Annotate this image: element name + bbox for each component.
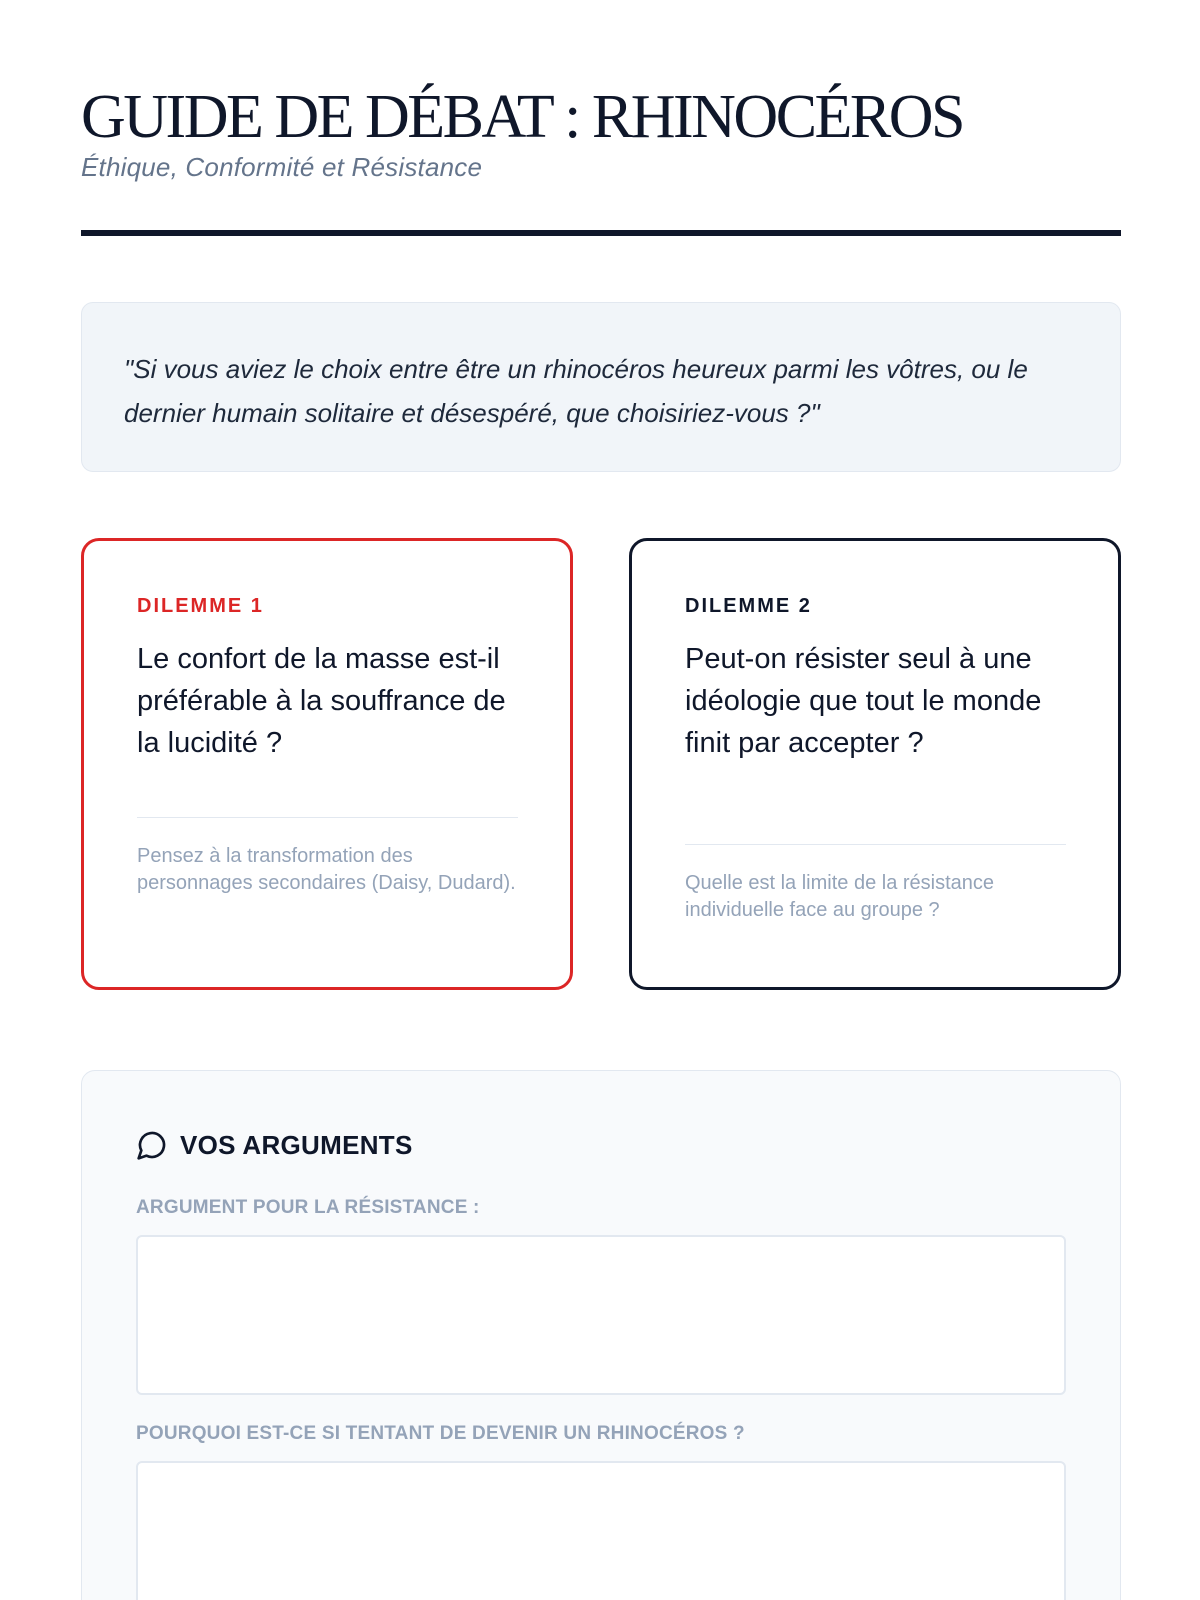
resistance-argument-label: ARGUMENT POUR LA RÉSISTANCE : xyxy=(136,1197,480,1218)
page-title: GUIDE DE DÉBAT : RHINOCÉROS xyxy=(81,83,964,151)
resistance-argument-input[interactable] xyxy=(136,1235,1066,1395)
dilemma-label: DILEMME 1 xyxy=(137,595,264,617)
debate-guide-page xyxy=(81,0,1121,1600)
speech-bubble-icon xyxy=(136,1129,168,1161)
dilemma-hint: Quelle est la limite de la résistance individuelle face au groupe ? xyxy=(685,872,995,921)
arguments-title: VOS ARGUMENTS xyxy=(180,1129,413,1160)
arguments-header xyxy=(136,1125,1067,1165)
card-divider xyxy=(137,817,518,818)
dilemma-label: DILEMME 2 xyxy=(685,595,812,617)
dilemma-card-2 xyxy=(629,538,1121,990)
page-header xyxy=(81,0,1121,236)
temptation-argument-label: POURQUOI EST-CE SI TENTANT DE DEVENIR UN RHINOCÉROS ? xyxy=(136,1423,745,1444)
quote-box xyxy=(81,302,1121,472)
quote-text: "Si vous aviez le choix entre être un rhinocéros heureux parmi les vôtres, ou le dernier humain solitaire et désespéré, que choisiriez-vous ?" xyxy=(124,354,1028,428)
dilemma-question: Peut-on résister seul à une idéologie que tout le monde finit par accepter ? xyxy=(685,643,1042,759)
temptation-argument-input[interactable] xyxy=(136,1461,1066,1600)
dilemma-card-1 xyxy=(81,538,573,990)
dilemma-hint: Pensez à la transformation des personnages secondaires (Daisy, Dudard). xyxy=(137,845,516,894)
page-subtitle: Éthique, Conformité et Résistance xyxy=(81,152,483,182)
arguments-section xyxy=(81,1070,1121,1600)
card-divider xyxy=(685,844,1066,845)
dilemma-cards xyxy=(81,538,1121,990)
dilemma-question: Le confort de la masse est-il préférable à la souffrance de la lucidité ? xyxy=(137,643,506,759)
